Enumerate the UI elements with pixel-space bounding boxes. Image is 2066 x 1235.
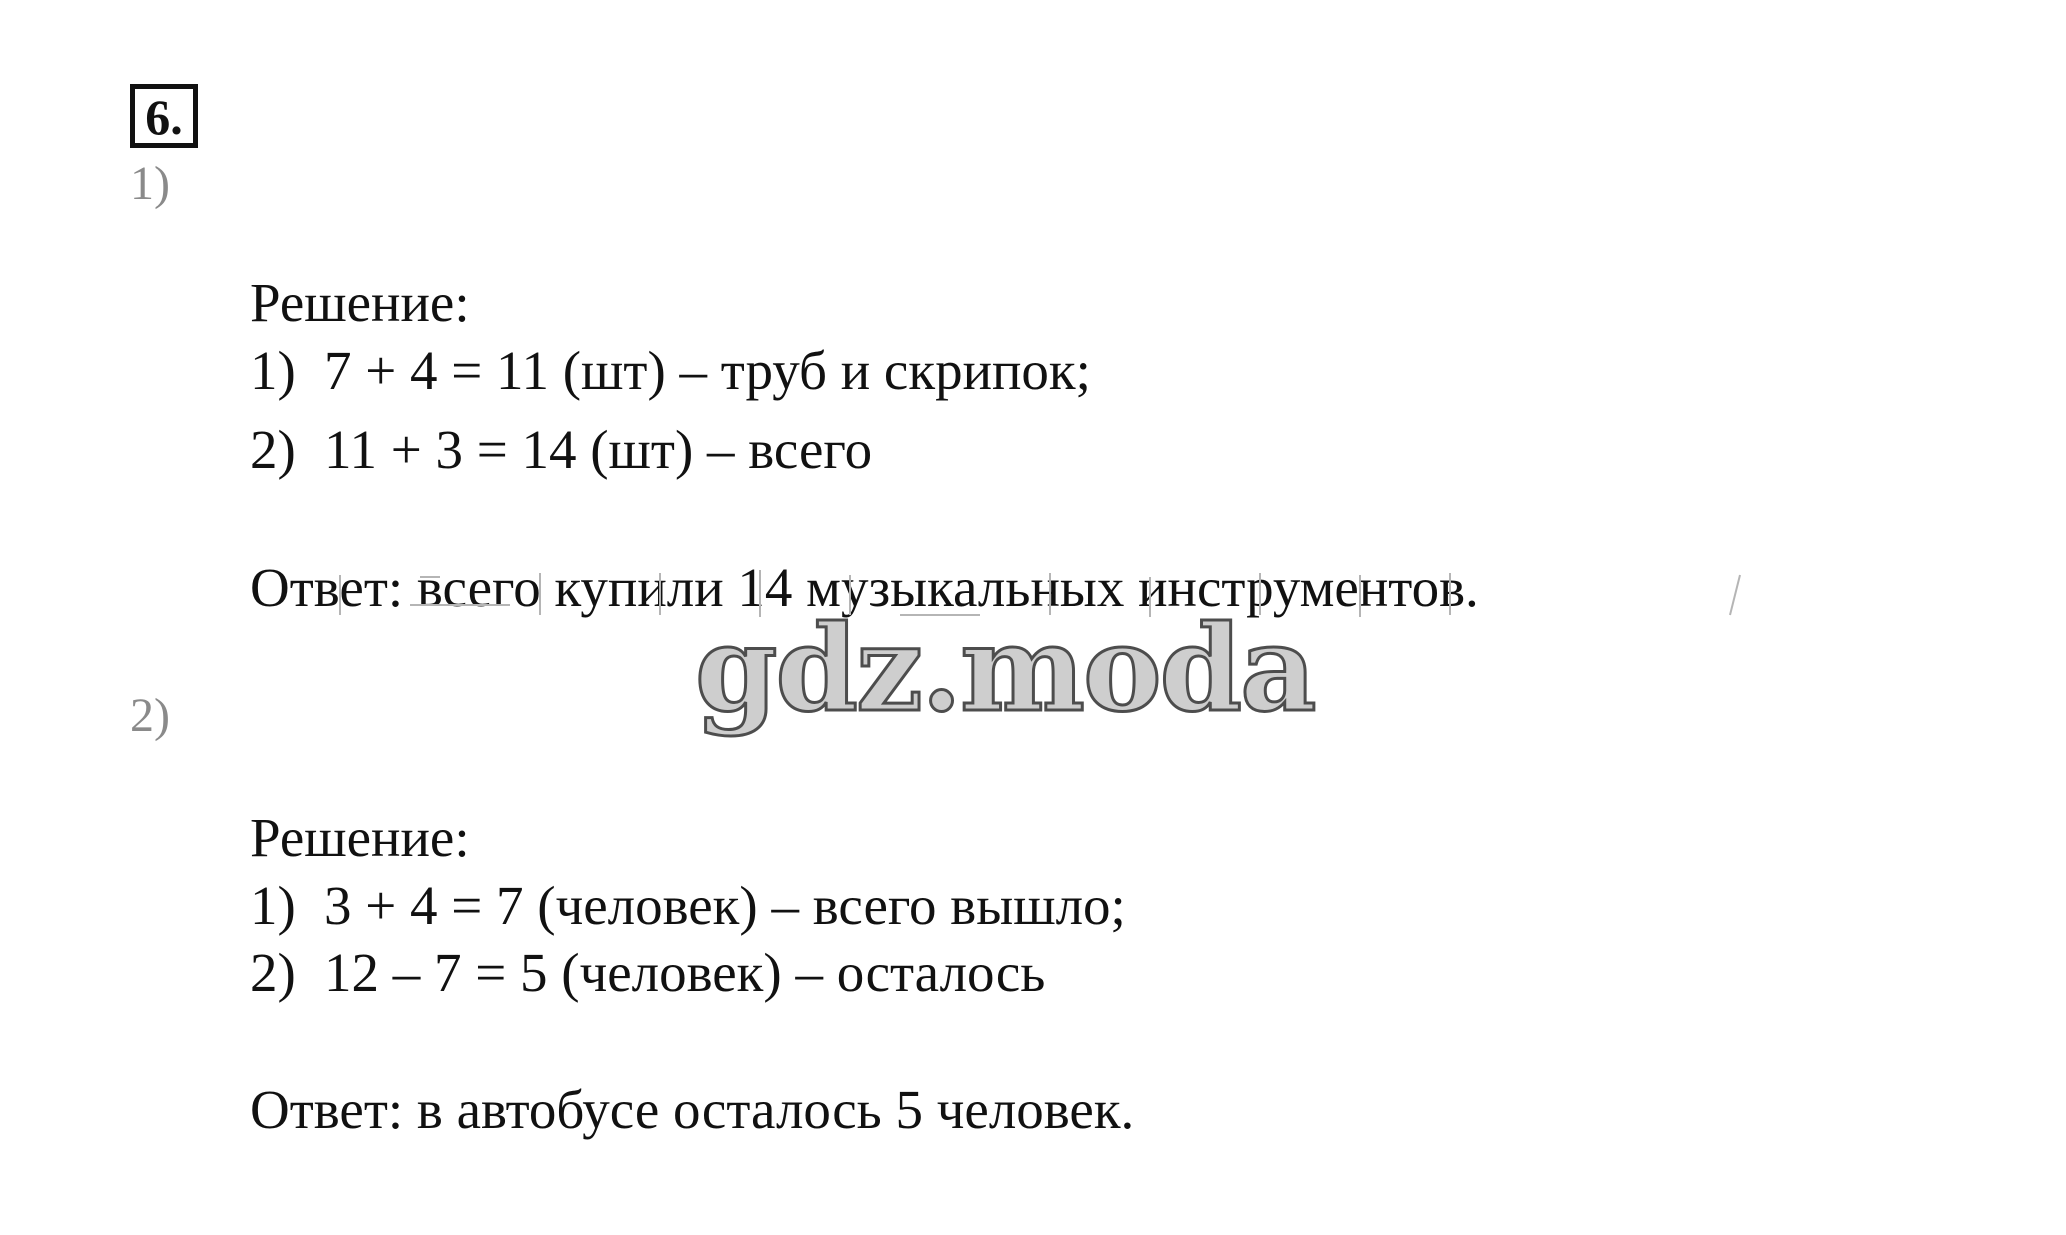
part-1-solution-heading: Решение:: [250, 272, 470, 333]
step-number: 2): [250, 419, 296, 480]
part-1-label: 1): [130, 157, 170, 210]
watermark-logo: gdz.moda: [695, 599, 1315, 738]
part-2-answer: Ответ: в автобусе осталось 5 человек.: [250, 1079, 1135, 1140]
part-2-step-2: [250, 942, 1046, 1003]
step-number: 1): [250, 340, 296, 401]
step-number: 1): [250, 875, 296, 936]
part-1-answer: Ответ: всего купили 14 музыкальных инструментов.: [250, 557, 1479, 618]
step-text: 7 + 4 = 11 (шт) – труб и скрипок;: [324, 340, 1091, 401]
part-2-label: 2): [130, 689, 170, 742]
step-text: 3 + 4 = 7 (человек) – всего вышло;: [324, 875, 1126, 936]
step-number: 2): [250, 942, 296, 1003]
task-number-box: 6.: [130, 84, 198, 148]
step-text: 11 + 3 = 14 (шт) – всего: [324, 419, 873, 480]
step-text: 12 – 7 = 5 (человек) – осталось: [324, 942, 1046, 1003]
part-2-step-1: [250, 875, 1126, 936]
part-1-step-1: [250, 340, 1091, 401]
part-1-step-2: [250, 419, 873, 480]
part-2-solution-heading: Решение:: [250, 807, 470, 868]
